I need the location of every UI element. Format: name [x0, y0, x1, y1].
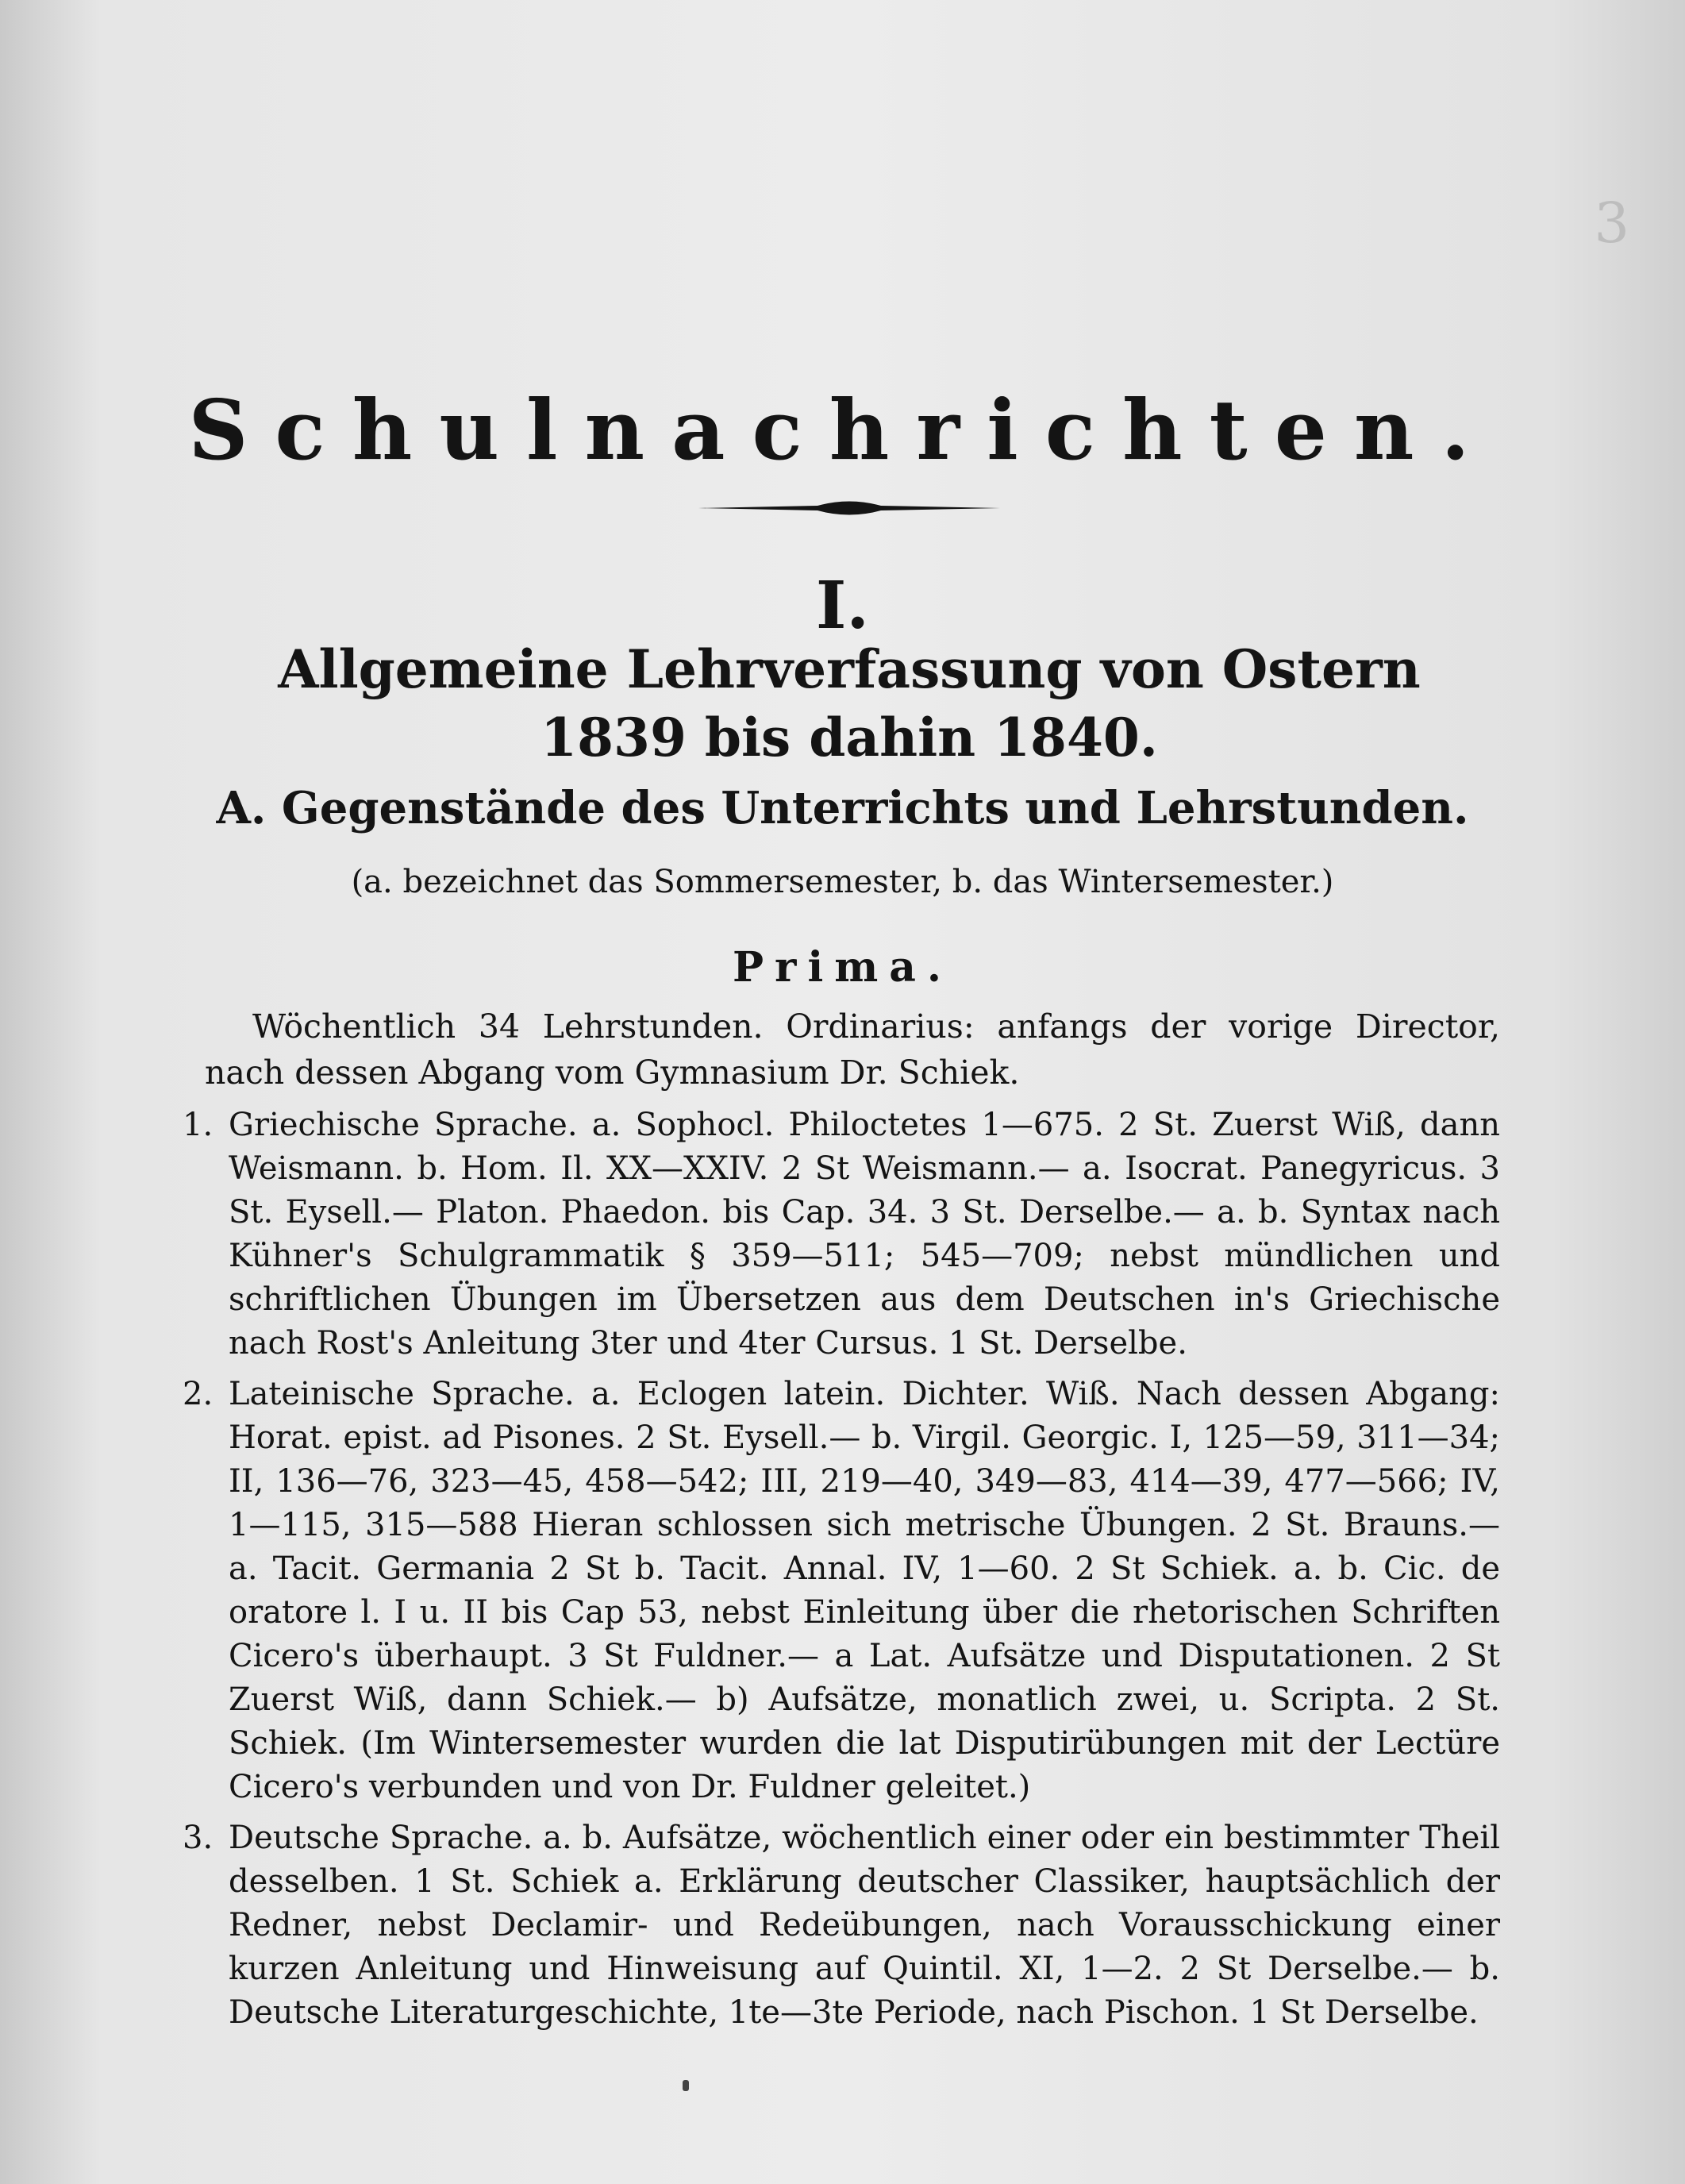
page-title: Schulnachrichten.: [188, 381, 1497, 479]
list-item-number: 1.: [183, 1107, 214, 1143]
list-item-greek: [183, 1104, 1500, 1365]
list-item-german: [183, 1816, 1500, 2035]
list-item-text: Deutsche Sprache. a. b. Aufsätze, wöchentlich einer oder ein bestimmter Theil desselben. 1 St. Schiek a. Erklärung deutscher Classiker, hauptsächlich der Redner, nebst Declamir- und Redeübungen, nach Vorausschickung einer kurzen Anleitung und Hinweisung auf Quintil. XI, 1—2. 2 St Derselbe.— b. Deutsche Literaturgeschichte, 1te—3te Periode, nach Pischon. 1 St Derselbe.: [229, 1820, 1500, 2031]
class-title: Prima.: [732, 943, 953, 992]
section-number: I.: [816, 568, 869, 644]
semester-note: (a. bezeichnet das Sommersemester, b. das Wintersemester.): [351, 864, 1334, 900]
faint-page-number: 3: [1594, 191, 1629, 256]
ink-speck: [683, 2080, 689, 2091]
subsection-heading: A. Gegenstände des Unterrichts und Lehrstunden.: [216, 782, 1469, 834]
list-item-number: 3.: [183, 1820, 214, 1856]
list-item-number: 2.: [183, 1376, 214, 1412]
list-item-text: Griechische Sprache. a. Sophocl. Philoctetes 1—675. 2 St. Zuerst Wiß, dann Weismann. b. Hom. Il. XX—XXIV. 2 St Weismann.— a. Isocrat. Panegyricus. 3 St. Eysell.— Platon. Phaedon. bis Cap. 34. 3 St. Derselbe.— a. b. Syntax nach Kühner's Schulgrammatik § 359—511; 545—709; nebst mündlichen und schriftlichen Übungen im Übersetzen aus dem Deutschen in's Griechische nach Rost's Anleitung 3ter und 4ter Cursus. 1 St. Derselbe.: [229, 1107, 1500, 1362]
title-ornament-rule: [698, 492, 1000, 524]
list-item-latin: [183, 1373, 1500, 1809]
list-item-text: Lateinische Sprache. a. Eclogen latein. Dichter. Wiß. Nach dessen Abgang: Horat. epist. ad Pisones. 2 St. Eysell.— b. Virgil. Georgic. I, 125—59, 311—34; II, 136—76, 323—45, 458—542; III, 219—40, 349—83, 414—39, 477—566; IV, 1—115, 315—588 Hieran schlossen sich metrische Übungen. 2 St. Brauns.— a. Tacit. Germania 2 St b. Tacit. Annal. IV, 1—60. 2 St Schiek. a. b. Cic. de oratore l. I u. II bis Cap 53, nebst Einleitung über die rhetorischen Schriften Cicero's überhaupt. 3 St Fuldner.— a Lat. Aufsätze und Disputationen. 2 St Zuerst Wiß, dann Schiek.— b) Aufsätze, monatlich zwei, u. Scripta. 2 St. Schiek. (Im Wintersemester wurden die lat Disputirübungen mit der Lectüre Cicero's verbunden und von Dr. Fuldner geleitet.): [229, 1376, 1500, 1805]
section-heading: Allgemeine Lehrverfassung von Ostern 1839 bis dahin 1840.: [278, 638, 1421, 768]
intro-paragraph: Wöchentlich 34 Lehrstunden. Ordinarius: anfangs der vorige Director, nach dessen Abgang vom Gymnasium Dr. Schiek.: [205, 1007, 1500, 1092]
